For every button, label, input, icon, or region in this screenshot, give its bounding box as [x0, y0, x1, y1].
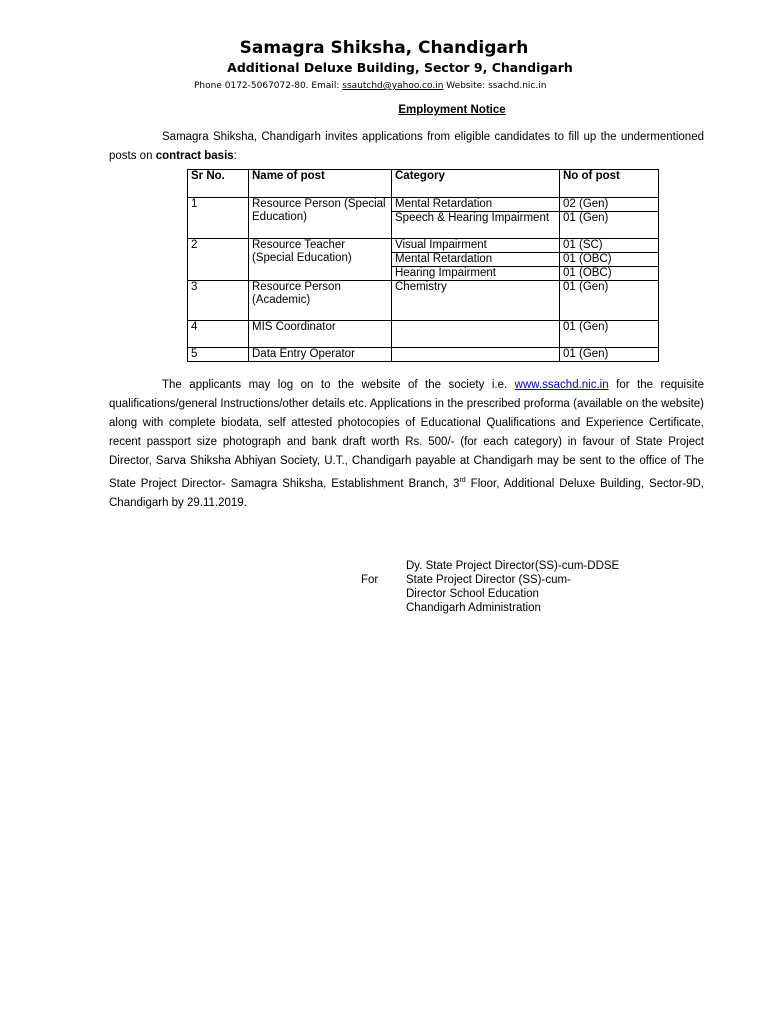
- contract-basis: contract basis: [155, 150, 234, 162]
- cell-sr: 1: [188, 198, 249, 239]
- intro-paragraph: [109, 128, 704, 166]
- table-row: [188, 281, 659, 321]
- cell-sr: 5: [188, 348, 249, 362]
- org-contact-line: [194, 81, 546, 91]
- cell-count: 01 (OBC): [560, 253, 659, 267]
- website-text: ssachd.nic.in: [488, 81, 547, 91]
- website-link[interactable]: www.ssachd.nic.in: [514, 379, 609, 391]
- cell-category: Mental Retardation: [392, 253, 560, 267]
- header-sr: Sr No.: [188, 170, 249, 198]
- org-address: Additional Deluxe Building, Sector 9, Chandigarh: [227, 60, 573, 75]
- intro-suffix: :: [233, 150, 237, 162]
- cell-post: Data Entry Operator: [249, 348, 392, 362]
- cell-post: Resource Teacher (Special Education): [249, 239, 392, 281]
- intro-text: Samagra Shiksha, Chandigarh invites applications from eligible candidates to fill up the undermentioned posts on: [109, 131, 704, 162]
- cell-category: [392, 321, 560, 348]
- table-row: [188, 321, 659, 348]
- cell-count: 01 (Gen): [560, 321, 659, 348]
- cell-count: 01 (Gen): [560, 212, 659, 239]
- table-header-row: [188, 170, 659, 198]
- signature-line-3: Director School Education: [406, 588, 539, 600]
- cell-post: Resource Person (Academic): [249, 281, 392, 321]
- header-post: Name of post: [249, 170, 392, 198]
- phone-text: Phone 0172-5067072-80. Email:: [194, 81, 340, 91]
- cell-count: 01 (SC): [560, 239, 659, 253]
- website-label: Website:: [446, 81, 486, 91]
- cell-category: Speech & Hearing Impairment: [392, 212, 560, 239]
- signature-line-2: State Project Director (SS)-cum-: [406, 574, 571, 586]
- cell-sr: 3: [188, 281, 249, 321]
- table-row: [188, 198, 659, 212]
- cell-count: 01 (Gen): [560, 281, 659, 321]
- signature-for: For: [361, 574, 379, 586]
- cell-category: [392, 348, 560, 362]
- body-before-link: The applicants may log on to the website of the society i.e.: [162, 379, 508, 391]
- cell-category: Chemistry: [392, 281, 560, 321]
- cell-post: MIS Coordinator: [249, 321, 392, 348]
- signature-line-1: Dy. State Project Director(SS)-cum-DDSE: [406, 560, 620, 572]
- cell-category: Hearing Impairment: [392, 267, 560, 281]
- table-row: [188, 348, 659, 362]
- posts-table: [187, 169, 659, 362]
- cell-category: Mental Retardation: [392, 198, 560, 212]
- cell-count: 01 (OBC): [560, 267, 659, 281]
- signature-line-4: Chandigarh Administration: [406, 602, 541, 614]
- org-title: Samagra Shiksha, Chandigarh: [239, 38, 529, 58]
- cell-count: 01 (Gen): [560, 348, 659, 362]
- cell-category: Visual Impairment: [392, 239, 560, 253]
- cell-post: Resource Person (Special Education): [249, 198, 392, 239]
- cell-sr: 4: [188, 321, 249, 348]
- table-row: [188, 239, 659, 253]
- body-closing: Floor, Additional Deluxe Building, Sector-9D, Chandigarh by 29.11.2019.: [109, 477, 705, 509]
- body-after-link: for the requisite qualifications/general Instructions/other details etc. Applications in the prescribed proforma (available on the website) along with complete biodata, self attested photocopies of Educational Qualifications and Experience Certificate, recent passport size photograph and bank draft worth Rs. 500/- (for each category) in favour of State Project Director, Sarva Shiksha Abhiyan Society, U.T., Chandigarh payable at Chandigarh may be sent to the office of The State Project Director- Samagra Shiksha, Establishment Branch, 3: [109, 379, 705, 490]
- notice-title: Employment Notice: [398, 104, 506, 116]
- superscript-rd: rd: [459, 477, 466, 484]
- cell-sr: 2: [188, 239, 249, 281]
- header-count: No of post: [560, 170, 659, 198]
- cell-count: 02 (Gen): [560, 198, 659, 212]
- email-link[interactable]: ssautchd@yahoo.co.in: [342, 81, 444, 91]
- header-category: Category: [392, 170, 560, 198]
- body-paragraph: [109, 376, 704, 513]
